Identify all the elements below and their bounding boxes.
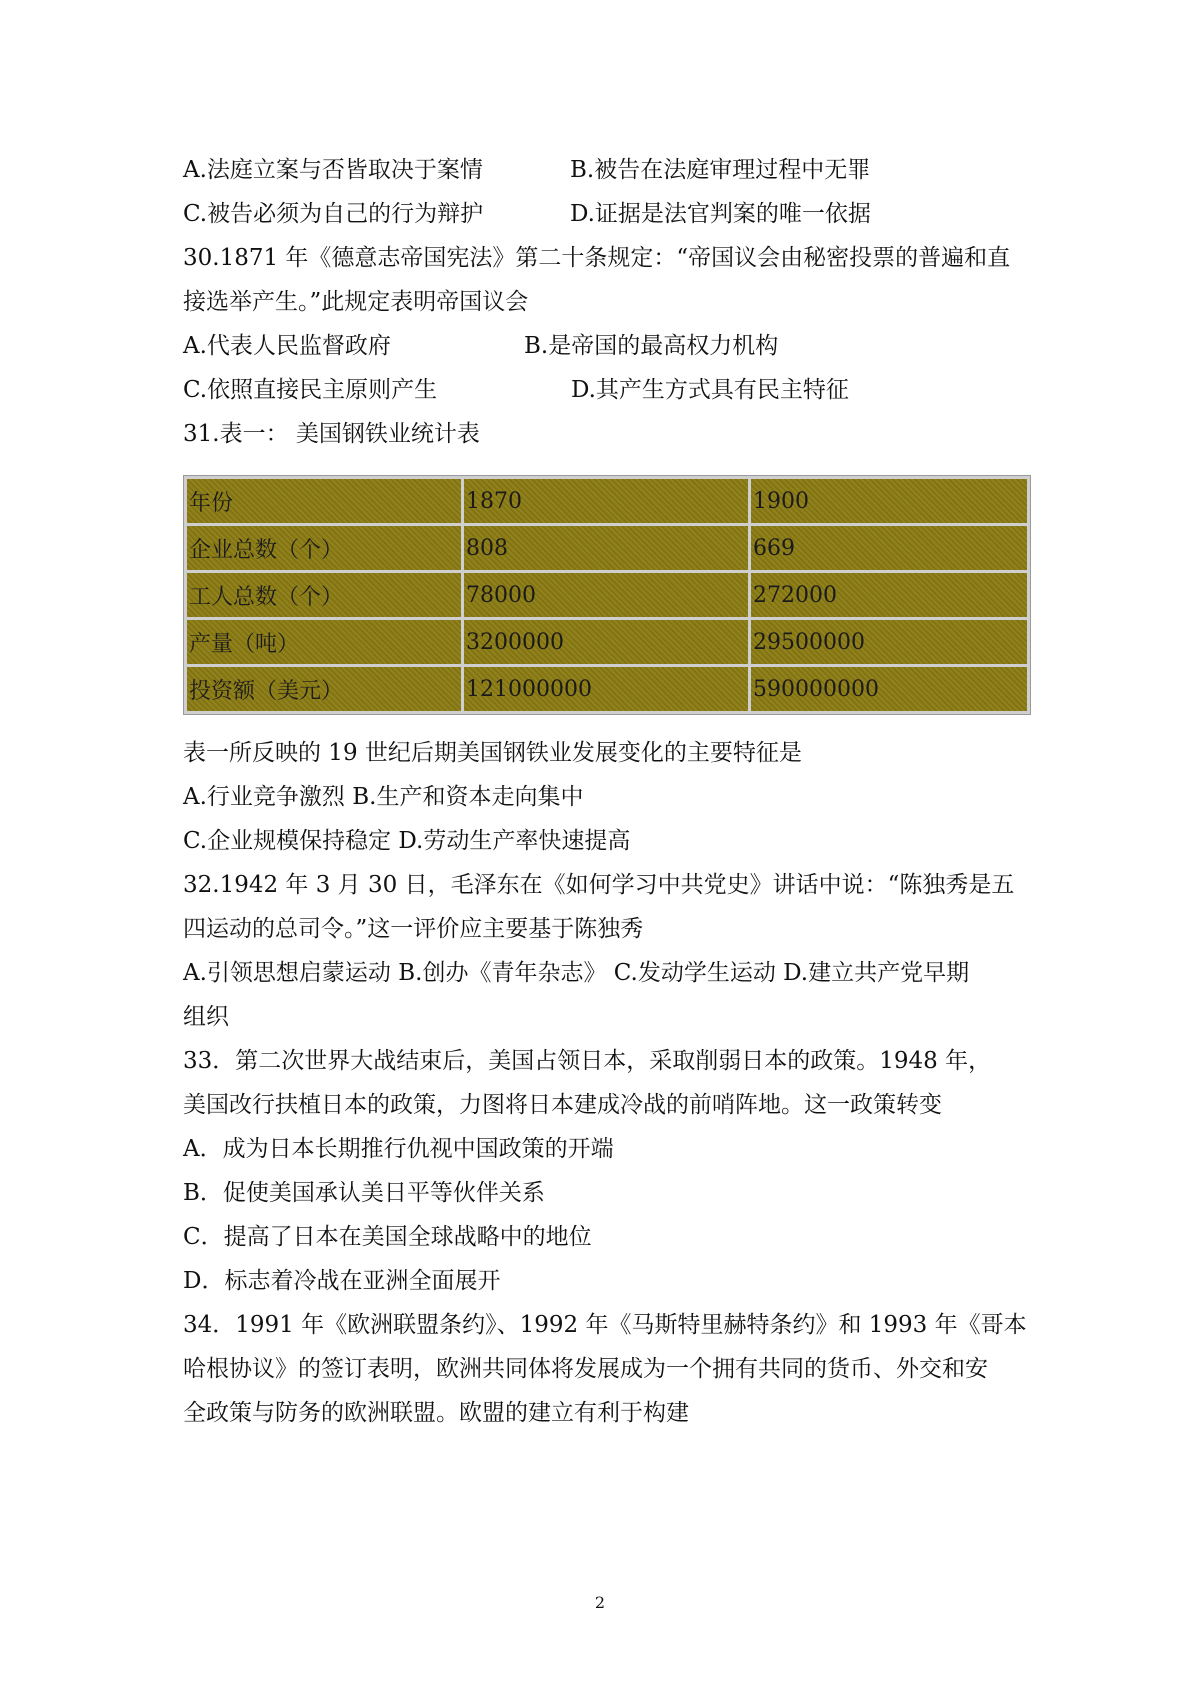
table-row [187,620,1027,664]
table-row [187,526,1027,570]
q32-stem-line2: 四运动的总司令。”这一评价应主要基于陈独秀 [183,916,644,942]
steel-statistics-table [183,475,1031,715]
q30-stem-line1: 30.1871 年《德意志帝国宪法》第二十条规定：“帝国议会由秘密投票的普遍和直 [183,245,1011,271]
q30-option-d: D.其产生方式具有民主特征 [571,377,849,403]
q31-options-ab: A.行业竞争激烈 B.生产和资本走向集中 [183,784,584,810]
table-cell: 企业总数（个） [187,526,461,570]
q30-option-c: C.依照直接民主原则产生 [183,377,438,403]
q29-option-d: D.证据是法官判案的唯一依据 [570,201,871,227]
table-cell: 投资额（美元） [187,667,461,711]
table-cell: 1870 [464,479,748,523]
q29-option-b: B.被告在法庭审理过程中无罪 [570,157,871,183]
table-cell: 121000000 [464,667,748,711]
q32-options-cont: 组织 [183,1004,229,1030]
table-row [187,667,1027,711]
table-cell: 3200000 [464,620,748,664]
q33-stem-line1: 33．第二次世界大战结束后，美国占领日本，采取削弱日本的政策。1948 年， [183,1048,992,1074]
table-cell: 669 [751,526,1027,570]
q34-stem-line3: 全政策与防务的欧洲联盟。欧盟的建立有利于构建 [183,1400,689,1426]
q30-stem-line2: 接选举产生。”此规定表明帝国议会 [183,289,529,315]
table-cell: 年份 [187,479,461,523]
q34-stem-line2: 哈根协议》的签订表明，欧洲共同体将发展成为一个拥有共同的货币、外交和安 [183,1356,988,1382]
table-cell: 78000 [464,573,748,617]
q30-option-b: B.是帝国的最高权力机构 [524,333,779,359]
table-cell: 工人总数（个） [187,573,461,617]
q33-option-a: A．成为日本长期推行仇视中国政策的开端 [183,1136,614,1162]
table-row [187,479,1027,523]
q33-stem-line2: 美国改行扶植日本的政策，力图将日本建成冷战的前哨阵地。这一政策转变 [183,1092,942,1118]
page-number: 2 [594,1593,606,1612]
q32-stem-line1: 32.1942 年 3 月 30 日，毛泽东在《如何学习中共党史》讲话中说：“陈独秀是五 [183,872,1015,898]
q30-option-a: A.代表人民监督政府 [183,333,391,359]
q29-option-c: C.被告必须为自己的行为辩护 [183,201,484,227]
q34-stem-line1: 34．1991 年《欧洲联盟条约》、1992 年《马斯特里赫特条约》和 1993 年《哥本 [183,1312,1027,1338]
table-cell: 29500000 [751,620,1027,664]
table-cell: 1900 [751,479,1027,523]
q32-options: A.引领思想启蒙运动 B.创办《青年杂志》 C.发动学生运动 D.建立共产党早期 [183,960,970,986]
table-cell: 产量（吨） [187,620,461,664]
table-cell: 590000000 [751,667,1027,711]
table-row [187,573,1027,617]
q33-option-b: B．促使美国承认美日平等伙伴关系 [183,1180,545,1206]
q33-option-c: C．提高了日本在美国全球战略中的地位 [183,1224,592,1250]
table-cell: 272000 [751,573,1027,617]
q33-option-d: D．标志着冷战在亚洲全面展开 [183,1268,501,1294]
q31-table-caption: 31.表一： 美国钢铁业统计表 [183,421,480,447]
table-cell: 808 [464,526,748,570]
q29-option-a: A.法庭立案与否皆取决于案情 [183,157,483,183]
q31-stem: 表一所反映的 19 世纪后期美国钢铁业发展变化的主要特征是 [183,740,802,766]
q31-options-cd: C.企业规模保持稳定 D.劳动生产率快速提高 [183,828,631,854]
